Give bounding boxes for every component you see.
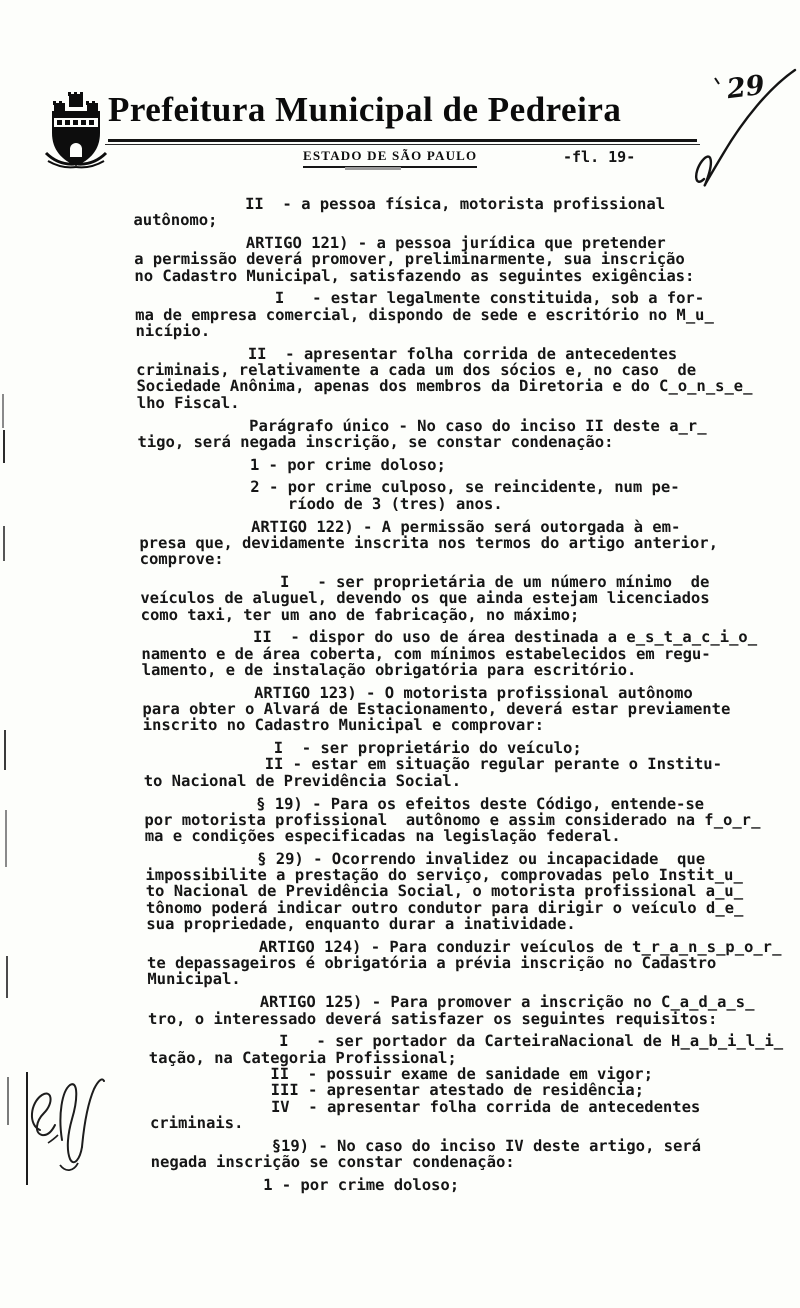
letterhead-subtitle: ESTADO DE SÃO PAULO	[303, 148, 477, 168]
document-body	[133, 196, 791, 1200]
paragraph: I - ser proprietário do veículo; II - estar em situação regular perante o Institu- to Nacional de Previdência Social.	[142, 739, 723, 790]
margin-mark	[6, 956, 8, 998]
paragraph: I - ser portador da CarteiraNacional de H̲a̲b̲i̲l̲i̲ tação, na Categoria Profissional; II - possuir exame de sanidade em vigor; III - apresentar atestado de residência; IV - apresentar folha corrida de antecedentes criminais.	[148, 1032, 784, 1132]
letterhead-title: Prefeitura Municipal de Pedreira	[108, 90, 622, 129]
handwritten-initials	[0, 1055, 115, 1204]
paragraph: 2 - por crime culposo, se reincidente, num pe- ríodo de 3 (tres) anos.	[138, 478, 680, 513]
paragraph: §19) - No caso do inciso IV deste artigo, será negada inscrição se constar condenação:	[150, 1136, 702, 1171]
paragraph: ARTIGO 125) - Para promover a inscrição no C̲a̲d̲a̲s̲ tro, o interessado deverá satisfazer os seguintes requisitos:	[147, 993, 755, 1028]
paragraph: 1 - por crime doloso;	[150, 1175, 460, 1194]
paragraph: ARTIGO 124) - Para conduzir veículos de t̲r̲a̲n̲s̲p̲o̲r̲ te depassageiros é obrigatória a prévia inscrição no Cadastro Municipal.	[146, 937, 782, 989]
letterhead-rule-thick	[108, 139, 697, 142]
margin-mark	[4, 730, 6, 770]
margin-mark	[5, 810, 7, 867]
coat-of-arms-icon	[44, 91, 108, 175]
letterhead-rule-thin	[105, 144, 700, 145]
paragraph: II - a pessoa física, motorista profissional autônomo;	[132, 195, 666, 230]
folio-number: -fl. 19-	[563, 148, 636, 166]
paragraph: II - apresentar folha corrida de antecedentes criminais, relativamente a cada um dos sócios e, no caso de Sociedade Anônima, apenas dos membros da Diretoria e do C̲o̲n̲s̲e̲ lho Fiscal.	[135, 344, 753, 412]
margin-mark	[2, 394, 4, 428]
margin-mark	[3, 526, 5, 561]
paragraph: I - ser proprietária de um número mínimo de veículos de aluguel, devendo os que ainda estejam licenciados como taxi, ter um ano de fabricação, no máximo;	[139, 572, 710, 624]
paragraph: ARTIGO 123) - O motorista profissional autônomo para obter o Alvará de Estacionamento, deverá estar previamente inscrito no Cadastro Municipal e comprovar:	[141, 683, 731, 735]
paragraph: 1 - por crime doloso;	[137, 455, 447, 474]
paragraph: § 19) - Para os efeitos deste Código, entende-se por motorista profissional autônomo e assim considerado na f̲o̲r̲ ma e condições especificadas na legislação federal.	[143, 794, 761, 846]
paragraph: ARTIGO 122) - A permissão será outorgada à em- presa que, devidamente inscrita nos termos do artigo anterior, comprove:	[138, 517, 719, 569]
margin-mark	[3, 430, 5, 463]
paragraph: ARTIGO 121) - a pessoa jurídica que pretender a permissão deverá promover, preliminarmente, sua inscrição no Cadastro Municipal, satisfazendo as seguintes exigências:	[133, 234, 695, 285]
subtitle-underline-smudge	[345, 167, 401, 170]
handwritten-page-number: 29	[725, 69, 767, 106]
paragraph: Parágrafo único - No caso do inciso II deste a̲r̲ tigo, será negada inscrição, se constar condenação:	[137, 416, 707, 451]
paragraph: II - dispor do uso de área destinada a e̲s̲t̲a̲c̲i̲o̲ namento e de área coberta, com mínimos estabelecidos em regu- lamento, e de instalação obrigatória para escritório.	[140, 628, 758, 679]
paragraph: I - estar legalmente constituida, sob a for- ma de empresa comercial, dispondo de sede e escritório no M̲u̲ nicípio.	[134, 289, 714, 341]
paragraph: § 29) - Ocorrendo invalidez ou incapacidade que impossibilite a prestação do serviço, comprovadas pelo Instit̲u̲ to Nacional de Previdência Social, o motorista profissional a̲u̲ tônomo poderá indicar outro condutor para dirigir o veículo d̲e̲ sua propriedade, enquanto durar a inatividade.	[144, 849, 744, 934]
